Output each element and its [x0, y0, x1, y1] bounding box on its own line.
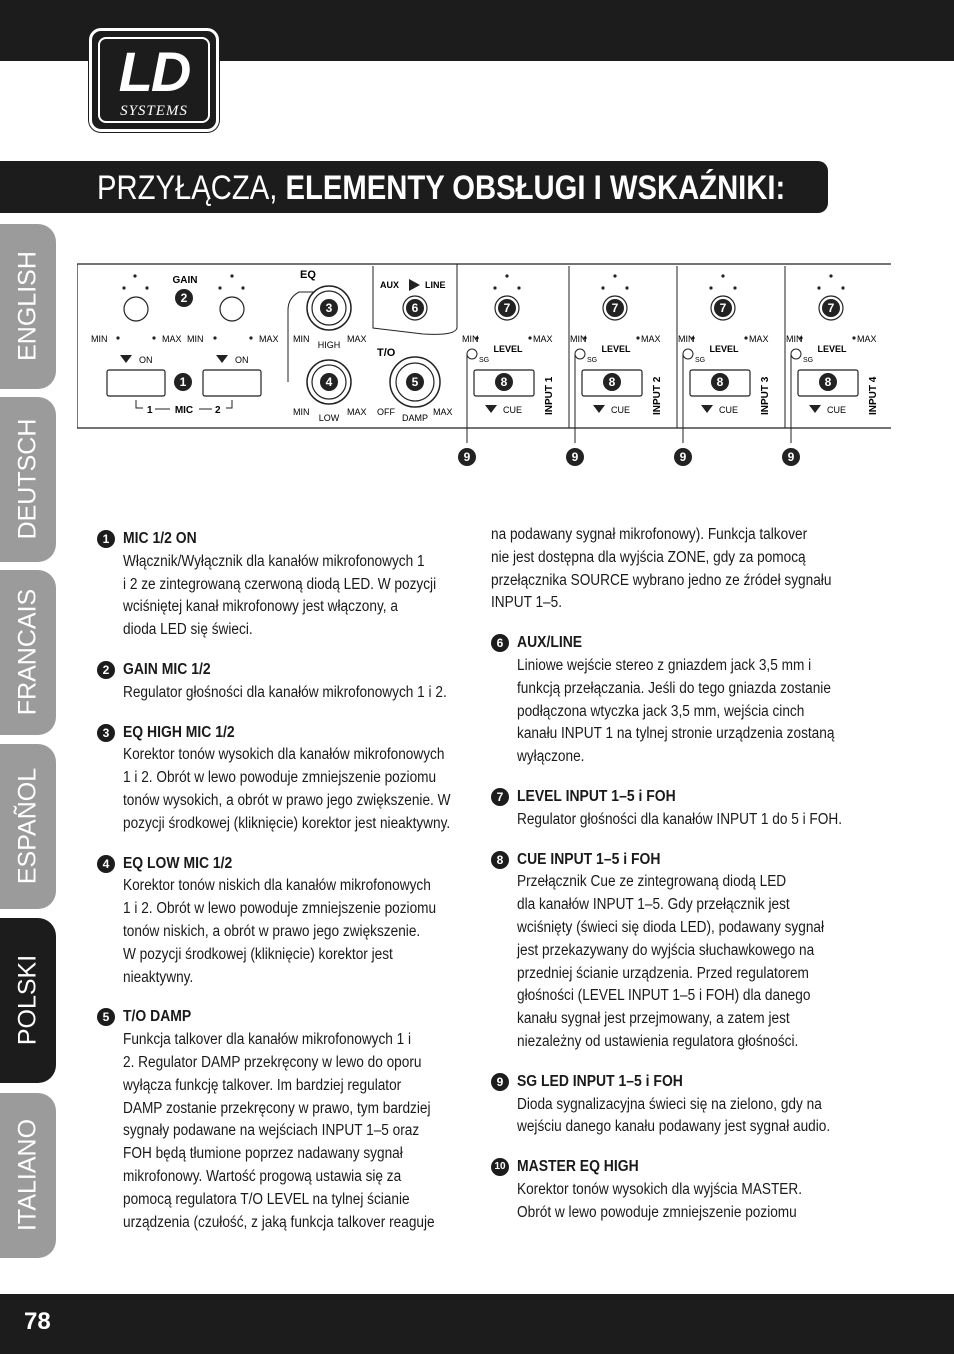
marker-9: 9	[679, 450, 687, 464]
marker-8: 8	[608, 375, 616, 389]
item-number: 10	[491, 1158, 509, 1176]
item-number: 6	[491, 634, 509, 652]
item-title: EQ HIGH MIC 1/2	[123, 723, 235, 741]
marker-7: 7	[827, 301, 835, 315]
logo-systems-text: SYSTEMS	[120, 103, 188, 119]
low-label: LOW	[318, 413, 340, 423]
off-label: OFF	[377, 407, 395, 417]
on-label: ON	[139, 355, 153, 365]
item-title: CUE INPUT 1–5 i FOH	[517, 850, 661, 868]
sg-label: SG	[479, 357, 490, 364]
level-label: LEVEL	[709, 344, 739, 354]
sg-led	[467, 349, 477, 359]
item-number: 7	[491, 788, 509, 806]
tab-english[interactable]	[0, 224, 56, 389]
min-label: MIN	[91, 334, 108, 344]
gain-knob-2	[220, 297, 244, 321]
level-label: LEVEL	[817, 344, 847, 354]
item-text: Korektor tonów niskich dla kanałów mikrofonowych 1 i 2. Obrót w lewo powoduje zmniejszenie poziomu tonów niskich, a obrót w prawo jego zwiększenie. W pozycji środkowej (kliknięcie) korektor jest nieaktywny.	[123, 877, 437, 986]
marker-3: 3	[325, 301, 333, 315]
marker-8: 8	[716, 375, 724, 389]
list-item	[491, 849, 891, 1054]
min-label: MIN	[570, 334, 587, 344]
ld-systems-logo	[89, 28, 219, 132]
marker-5: 5	[411, 375, 419, 389]
marker-6: 6	[411, 301, 419, 315]
tab-label: ITALIANO	[13, 1118, 42, 1232]
sg-label: SG	[587, 357, 598, 364]
aux-label: AUX	[380, 280, 400, 290]
tab-label: POLSKI	[13, 954, 42, 1046]
marker-9: 9	[787, 450, 795, 464]
sg-led	[683, 349, 693, 359]
list-item	[97, 1006, 477, 1234]
sg-led	[575, 349, 585, 359]
marker-9: 9	[571, 450, 579, 464]
level-label: LEVEL	[601, 344, 631, 354]
mic2-on-button	[203, 370, 261, 396]
title-bold: ELEMENTY OBSŁUGI I WSKAŹNIKI:	[285, 169, 786, 207]
list-item	[491, 632, 891, 769]
input-label: INPUT 2	[652, 376, 663, 415]
list-item	[97, 853, 477, 990]
marker-4: 4	[325, 375, 333, 389]
to-label: T/O	[377, 347, 396, 359]
max-label: MAX	[857, 334, 877, 344]
logo-frame	[98, 37, 210, 123]
max-label: MAX	[347, 334, 367, 344]
mic-2-label: 2	[215, 405, 221, 416]
tab-deutsch[interactable]	[0, 397, 56, 562]
item-title: MASTER EQ HIGH	[517, 1158, 639, 1176]
item-title: AUX/LINE	[517, 634, 583, 652]
item-title: LEVEL INPUT 1–5 i FOH	[517, 787, 676, 805]
marker-1: 1	[179, 375, 187, 389]
list-item	[491, 1156, 891, 1224]
max-label: MAX	[749, 334, 769, 344]
item-title: T/O DAMP	[123, 1008, 192, 1026]
level-label: LEVEL	[493, 344, 523, 354]
input-label: INPUT 3	[760, 376, 771, 415]
tab-label: ESPAÑOL	[13, 767, 42, 885]
tab-italiano[interactable]	[0, 1093, 56, 1258]
item-text: Korektor tonów wysokich dla kanałów mikrofonowych 1 i 2. Obrót w lewo powoduje zmniejszenie poziomu tonów wysokich, a obrót w prawo jego zwiększenie. W pozycji środkowej (kliknięcie) korektor jest nieaktywny.	[123, 746, 451, 832]
max-label: MAX	[259, 334, 279, 344]
tab-espanol[interactable]	[0, 744, 56, 909]
marker-2: 2	[180, 291, 188, 305]
sg-label: SG	[695, 357, 706, 364]
eq-label: EQ	[300, 269, 316, 281]
max-label: MAX	[433, 407, 453, 417]
right-column	[491, 524, 891, 1242]
left-column	[97, 528, 477, 1251]
max-label: MAX	[641, 334, 661, 344]
marker-8: 8	[500, 375, 508, 389]
sg-label: SG	[803, 357, 814, 364]
page-number: 78	[24, 1308, 51, 1335]
gain-knob-1	[124, 297, 148, 321]
item-number: 1	[97, 530, 115, 548]
min-label: MIN	[293, 407, 310, 417]
marker-7: 7	[503, 301, 511, 315]
item-title: SG LED INPUT 1–5 i FOH	[517, 1072, 683, 1090]
tab-label: ENGLISH	[13, 251, 42, 361]
item-number: 9	[491, 1073, 509, 1091]
mic-label: MIC	[174, 405, 194, 416]
min-label: MIN	[187, 334, 204, 344]
tab-label: FRANCAIS	[13, 588, 42, 716]
max-label: MAX	[347, 407, 367, 417]
item-number: 3	[97, 724, 115, 742]
page-title	[97, 164, 785, 212]
list-item	[97, 659, 477, 705]
continuation-text	[491, 524, 891, 615]
item-text: Korektor tonów wysokich dla wyjścia MASTER. Obrót w lewo powoduje zmniejszenie poziomu	[517, 1180, 803, 1221]
item-text: Przełącznik Cue ze zintegrowaną diodą LED dla kanałów INPUT 1–5. Gdy przełącznik jest wciśnięty (świeci się dioda LED), podawany sygnał jest przekazywany do wyjścia słuchawkowego na przedniej ścianie urządzenia. Przed regulatorem głośności (LEVEL INPUT 1–5 i FOH) dla danego kanału sygnał jest przejmowany, a zatem jest niezależny od ustawienia regulatora głośności.	[517, 873, 825, 1050]
logo-ld-text: LD	[118, 40, 190, 103]
item-title: EQ LOW MIC 1/2	[123, 854, 233, 872]
damp-label: DAMP	[401, 413, 429, 423]
cue-arrow	[593, 405, 605, 413]
tab-label: DEUTSCH	[13, 418, 42, 540]
min-label: MIN	[462, 334, 479, 344]
list-item	[491, 1071, 891, 1139]
list-item	[491, 786, 891, 832]
item-number: 5	[97, 1008, 115, 1026]
max-label: MAX	[162, 334, 182, 344]
gain-label: GAIN	[172, 275, 198, 286]
bottom-bar	[0, 1294, 954, 1354]
input-label: INPUT 4	[868, 376, 879, 415]
sg-led	[791, 349, 801, 359]
continuation-body: na podawany sygnał mikrofonowy). Funkcja talkover nie jest dostępna dla wyjścia ZONE, gdy za pomocą przełącznika SOURCE wybrano jedno ze źródeł sygnału INPUT 1–5.	[491, 526, 832, 612]
item-text: Dioda sygnalizacyjna świeci się na zielono, gdy na wejściu danego kanału podawany jest sygnał audio.	[517, 1095, 831, 1136]
item-text: Liniowe wejście stereo z gniazdem jack 3,5 mm i funkcją przełączania. Jeśli do tego gniazda zostanie podłączona wtyczka jack 3,5 mm, wejścia cinch kanału INPUT 1 na tylnej stronie urządzenia zostaną wyłączone.	[517, 656, 835, 766]
min-label: MIN	[678, 334, 695, 344]
list-item	[97, 722, 477, 836]
item-title: MIC 1/2 ON	[123, 530, 197, 547]
min-label: MIN	[293, 334, 310, 344]
title-light: PRZYŁĄCZA,	[97, 169, 286, 207]
input-label: INPUT 1	[544, 376, 555, 415]
cue-arrow	[485, 405, 497, 413]
mic1-on-button	[107, 370, 165, 396]
item-title: GAIN MIC 1/2	[123, 660, 211, 678]
marker-9: 9	[463, 450, 471, 464]
high-label: HIGH	[317, 340, 341, 350]
line-label: LINE	[425, 280, 446, 290]
item-number: 4	[97, 855, 115, 873]
on-label: ON	[235, 355, 249, 365]
tab-francais[interactable]	[0, 570, 56, 735]
item-text: Włącznik/Wyłącznik dla kanałów mikrofonowych 1 i 2 ze zintegrowaną czerwoną diodą LED. W pozycji wciśniętej kanał mikrofonowy jest włączony, a dioda LED się świeci.	[123, 552, 437, 639]
control-panel-diagram	[77, 258, 891, 472]
cue-arrow	[701, 405, 713, 413]
item-text: Regulator głośności dla kanałów INPUT 1 do 5 i FOH.	[517, 810, 842, 828]
marker-7: 7	[611, 301, 619, 315]
marker-7: 7	[719, 301, 727, 315]
item-text: Regulator głośności dla kanałów mikrofonowych 1 i 2.	[123, 683, 447, 701]
cue-label: CUE	[719, 405, 739, 415]
marker-8: 8	[824, 375, 832, 389]
tab-polski[interactable]	[0, 918, 56, 1083]
cue-label: CUE	[611, 405, 631, 415]
cue-label: CUE	[503, 405, 523, 415]
max-label: MAX	[533, 334, 553, 344]
item-text: Funkcja talkover dla kanałów mikrofonowych 1 i 2. Regulator DAMP przekręcony w lewo do oporu wyłącza funkcję talkover. Im bardziej regulator DAMP zostanie przekręcony w prawo, tym bardziej sygnały podawane na wejściach INPUT 1–5 oraz FOH będą tłumione poprzez nadawany sygnał mikrofonowy. Wartość progową ustawia się za pomocą regulatora T/O LEVEL na tylnej ścianie urządzenia (czułość, z jaką funkcja talkover reaguje	[123, 1031, 435, 1231]
cue-arrow	[809, 405, 821, 413]
mic-1-label: 1	[147, 405, 153, 416]
min-label: MIN	[786, 334, 803, 344]
list-item	[97, 528, 477, 642]
cue-label: CUE	[827, 405, 847, 415]
item-number: 2	[97, 661, 115, 679]
item-number: 8	[491, 851, 509, 869]
